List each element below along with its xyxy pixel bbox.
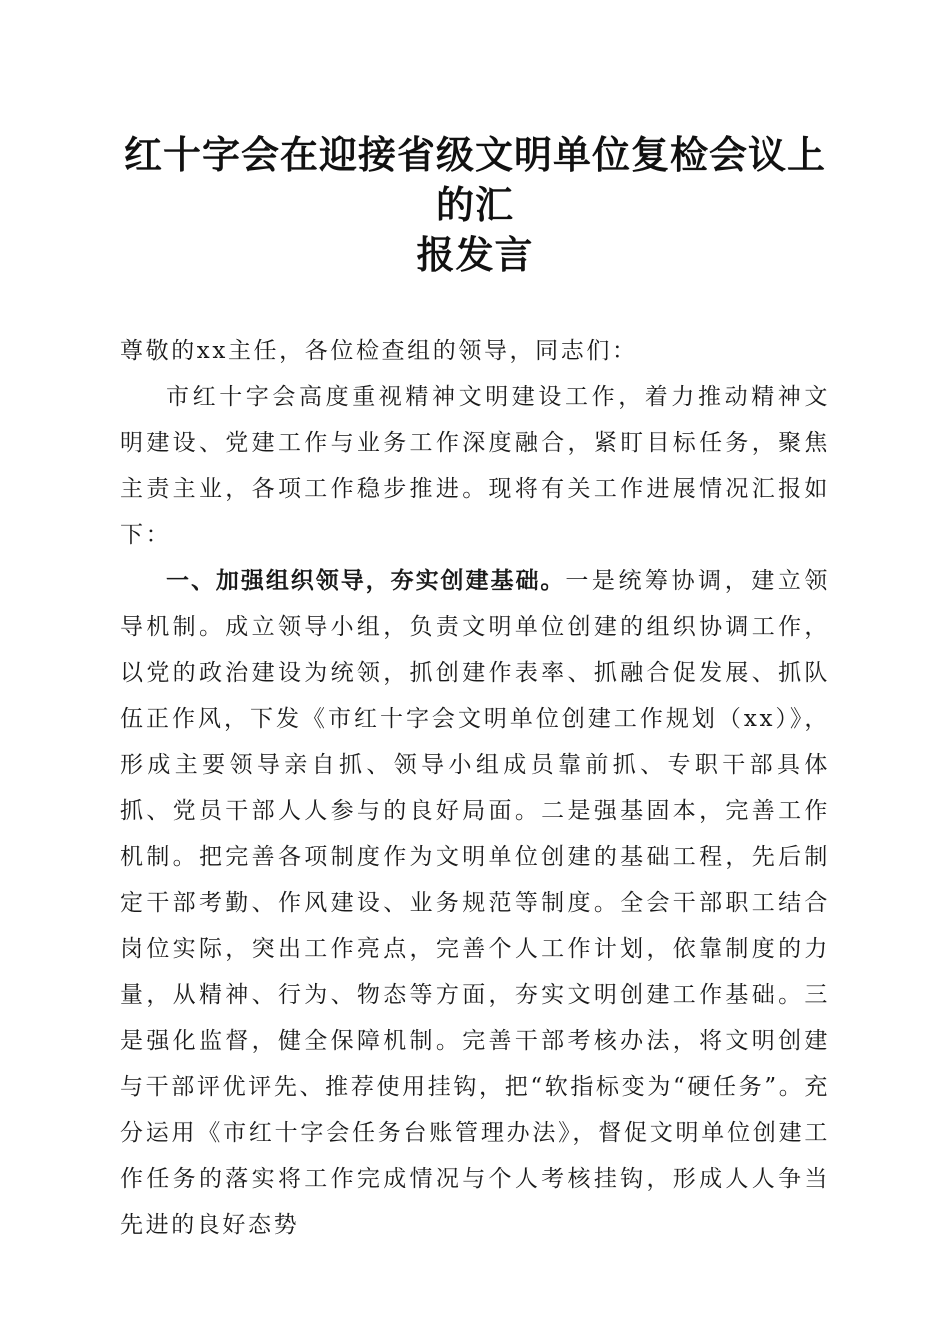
document-title: [120, 130, 830, 280]
section-1-heading: 一、加强组织领导，夯实创建基础。: [166, 568, 566, 594]
intro-paragraph: 市红十字会高度重视精神文明建设工作，着力推动精神文明建设、党建工作与业务工作深度融合，紧盯目标任务，聚焦主责主业，各项工作稳步推进。现将有关工作进展情况汇报如下：: [120, 384, 830, 548]
section-1-paragraph: [120, 558, 830, 1248]
salutation: 尊敬的xx主任，各位检查组的领导，同志们：: [120, 338, 638, 364]
section-1-body: 一是统筹协调，建立领导机制。成立领导小组，负责文明单位创建的组织协调工作，以党的政治建设为统领，抓创建作表率、抓融合促发展、抓队伍正作风，下发《市红十字会文明单位创建工作规划（xx）》，形成主要领导亲自抓、领导小组成员靠前抓、专职干部具体抓、党员干部人人参与的良好局面。二是强基固本，完善工作机制。把完善各项制度作为文明单位创建的基础工程，先后制定干部考勤、作风建设、业务规范等制度。全会干部职工结合岗位实际，突出工作亮点，完善个人工作计划，依靠制度的力量，从精神、行为、物态等方面，夯实文明创建工作基础。三是强化监督，健全保障机制。完善干部考核办法，将文明创建与干部评优评先、推荐使用挂钩，把“软指标变为“硬任务”。充分运用《市红十字会任务台账管理办法》，督促文明单位创建工作任务的落实将工作完成情况与个人考核挂钩，形成人人争当先进的良好态势: [120, 568, 831, 1238]
document-body: [120, 328, 830, 1248]
title-line-1: 红十字会在迎接省级文明单位复检会议上的汇: [123, 132, 826, 227]
title-line-2: 报发言: [416, 232, 534, 277]
